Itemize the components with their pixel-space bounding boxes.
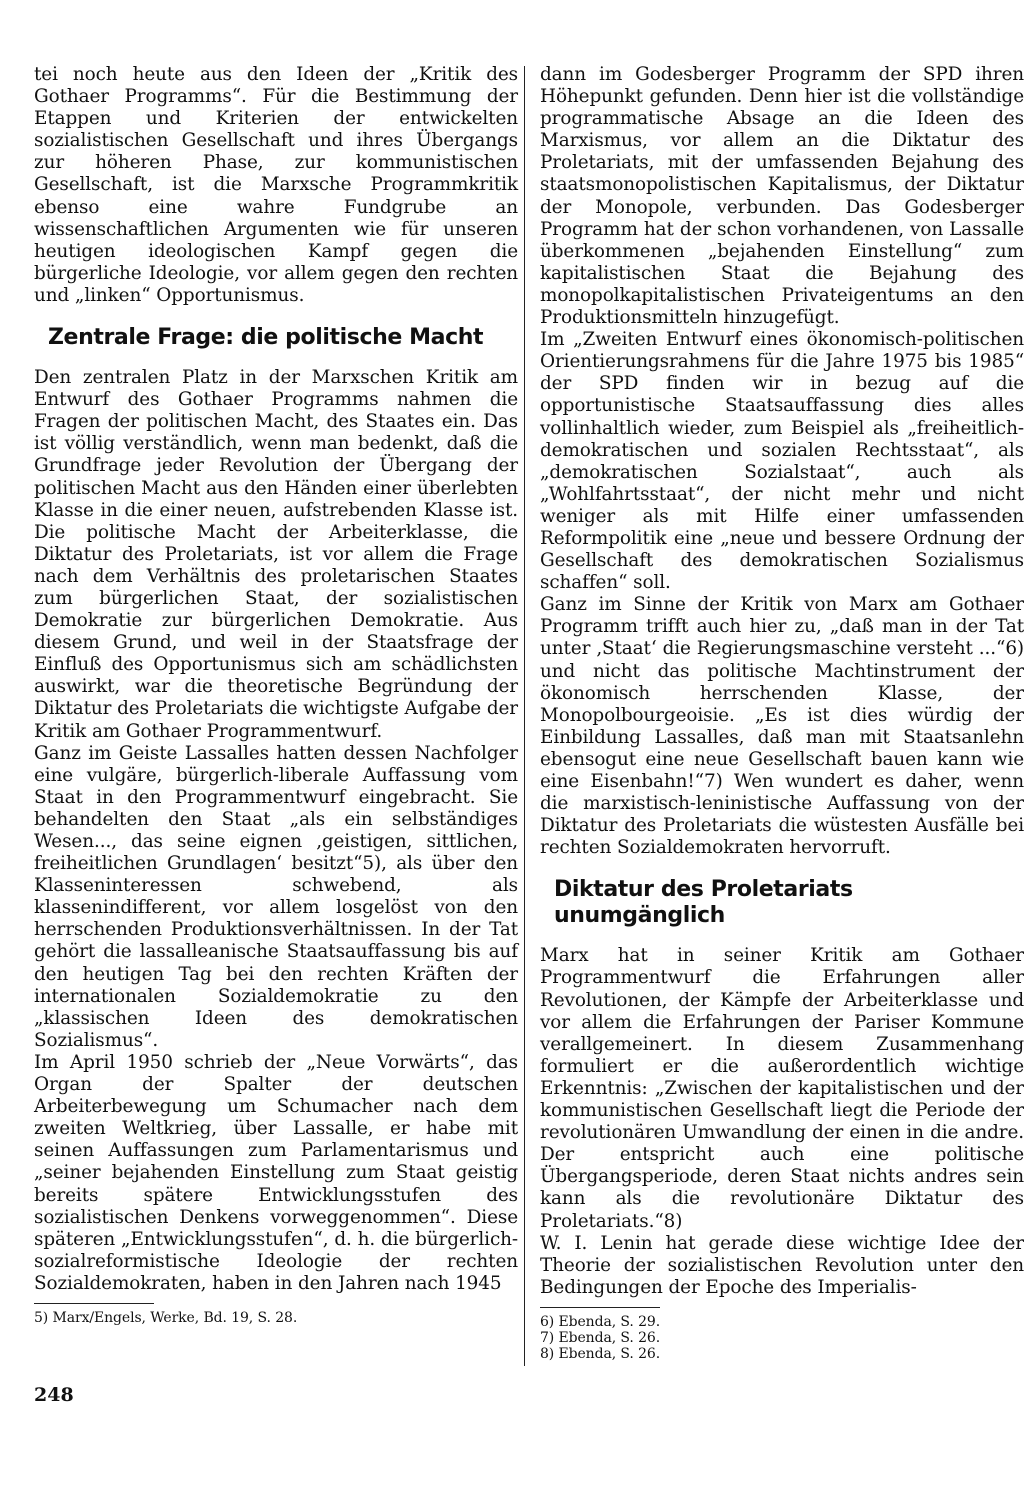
- paragraph: Im April 1950 schrieb der „Neue Vorwärts“, das Organ der Spalter der deutschen Arbeiterbewegung um Schumacher nach dem zweiten Weltkrieg, über Lassalle, er habe mit seinen Auffassungen zum Parlamentarismus und „seiner bejahenden Einstellung zum Staat geistig bereits spätere Entwicklungsstufen des sozialistischen Denkens vorweggenommen“. Diese späteren „Entwicklungsstufen“, d. h. die bürgerlich-sozialreformistische Ideologie der rechten Sozialdemokraten, haben in den Jahren nach 1945: [34, 1051, 518, 1294]
- left-column: [34, 64, 518, 1326]
- paragraph: Marx hat in seiner Kritik am Gothaer Programmentwurf die Erfahrungen aller Revolutionen, der Kämpfe der Arbeiterklasse und vor allem die Erfahrungen der Pariser Kommune verallgemeinert. In diesem Zusammenhang formuliert er die außerordentlich wichtige Erkenntnis: „Zwischen der kapitalistischen und der kommunistischen Gesellschaft liegt die Periode der revolutionären Umwandlung der einen in die andre. Der entspricht auch eine politische Übergangsperiode, deren Staat nichts andres sein kann als die revolutionäre Diktatur des Proletariats.“8): [540, 945, 1024, 1232]
- footnote: 5) Marx/Engels, Werke, Bd. 19, S. 28.: [34, 1309, 298, 1326]
- page-number: 248: [34, 1384, 74, 1406]
- paragraph: Ganz im Geiste Lassalles hatten dessen Nachfolger eine vulgäre, bürgerlich-liberale Auffassung vom Staat in den Programmentwurf eingebracht. Sie behandelten den Staat „als ein selbständiges Wesen..., das seine eignen ‚geistigen, sittlichen, freiheitlichen Grundlagen‘ besitzt“5), als über den Klasseninteressen schwebend, als klassenindifferent, vor allem losgelöst von den herrschenden Produktionsverhältnissen. In der Tat gehört die lassalleanische Staatsauffassung bis auf den heutigen Tag bei den rechten Kräften der internationalen Sozialdemokratie zu den „klassischen Ideen des demokratischen Sozialismus“.: [34, 742, 518, 1051]
- footnote: 7) Ebenda, S. 26.: [540, 1329, 661, 1346]
- paragraph: dann im Godesberger Programm der SPD ihren Höhepunkt gefunden. Denn hier ist die vollständige programmatische Absage an die Ideen des Marxismus, vor allem an die Diktatur des Proletariats, mit der umfassenden Bejahung des staatsmonopolistischen Kapitalismus, der Diktatur der Monopole, verbunden. Das Godesberger Programm hat der schon vorhandenen, von Lassalle überkommenen „bejahenden Einstellung“ zum kapitalistischen Staat die Bejahung des monopolkapitalistischen Privateigentums an den Produktionsmitteln hinzugefügt.: [540, 64, 1024, 329]
- paragraph: Den zentralen Platz in der Marxschen Kritik am Entwurf des Gothaer Programms nahmen die Fragen der politischen Macht, des Staates ein. Das ist völlig verständlich, wenn man bedenkt, daß die Grundfrage jeder Revolution der Übergang der politischen Macht aus den Händen einer überlebten Klasse in die einer neuen, aufstrebenden Klasse ist. Die politische Macht der Arbeiterklasse, die Diktatur des Proletariats, ist vor allem die Frage nach dem Verhältnis des proletarischen Staates zum bürgerlichen Staat, der sozialistischen Demokratie zur bürgerlichen Demokratie. Aus diesem Grund, und weil in der Staatsfrage der Einfluß des Opportunismus sich am schädlichsten auswirkt, war die theoretische Begründung der Diktatur des Proletariats die wichtigste Aufgabe der Kritik am Gothaer Programmentwurf.: [34, 367, 518, 742]
- column-divider: [524, 66, 525, 1366]
- footnote-separator: [540, 1307, 660, 1308]
- footnote: 6) Ebenda, S. 29.: [540, 1313, 661, 1330]
- paragraph: Ganz im Sinne der Kritik von Marx am Gothaer Programm trifft auch hier zu, „daß man in der Tat unter ‚Staat‘ die Regierungsmaschine versteht ...“6) und nicht das politische Machtinstrument der ökonomisch herrschenden Klasse, der Monopolbourgeoisie. „Es ist dies würdig der Einbildung Lassalles, daß man mit Staatsanlehn ebensogut eine neue Gesellschaft bauen kann wie eine Eisenbahn!“7) Wen wundert es daher, wenn die marxistisch-leninistische Auffassung von der Diktatur des Proletariats die wüstesten Ausfälle bei rechten Sozialdemokraten hervorruft.: [540, 594, 1024, 859]
- section-heading: Diktatur des Proletariats unumgänglich: [554, 877, 853, 929]
- footnote: 8) Ebenda, S. 26.: [540, 1345, 661, 1362]
- footnote-separator: [34, 1303, 154, 1304]
- paragraph: tei noch heute aus den Ideen der „Kritik des Gothaer Programms“. Für die Bestimmung der Etappen und Kriterien der entwickelten sozialistischen Gesellschaft und ihres Übergangs zur höheren Phase, zur kommunistischen Gesellschaft, ist die Marxsche Programmkritik ebenso eine wahre Fundgrube an wissenschaftlichen Argumenten wie für unseren heutigen ideologischen Kampf gegen die bürgerliche Ideologie, vor allem gegen den rechten und „linken“ Opportunismus.: [34, 64, 518, 306]
- paragraph: Im „Zweiten Entwurf eines ökonomisch-politischen Orientierungsrahmens für die Jahre 1975 bis 1985“ der SPD finden wir in bezug auf die opportunistische Staatsauffassung dies alles vollinhaltlich wieder, zum Beispiel als „freiheitlich-demokratischen und sozialen Rechtsstaat“, als „demokratischen Sozialstaat“, auch als „Wohlfahrtsstaat“, der nicht mehr und nicht weniger als mit Hilfe einer umfassenden Reformpolitik eine „neue und bessere Ordnung der Gesellschaft des demokratischen Sozialismus schaffen“ soll.: [540, 329, 1024, 594]
- right-column: [540, 64, 1024, 1362]
- section-heading: Zentrale Frage: die politische Macht: [48, 325, 484, 351]
- paragraph: W. I. Lenin hat gerade diese wichtige Idee der Theorie der sozialistischen Revolution unter den Bedingungen der Epoche des Imperialis-: [540, 1232, 1024, 1298]
